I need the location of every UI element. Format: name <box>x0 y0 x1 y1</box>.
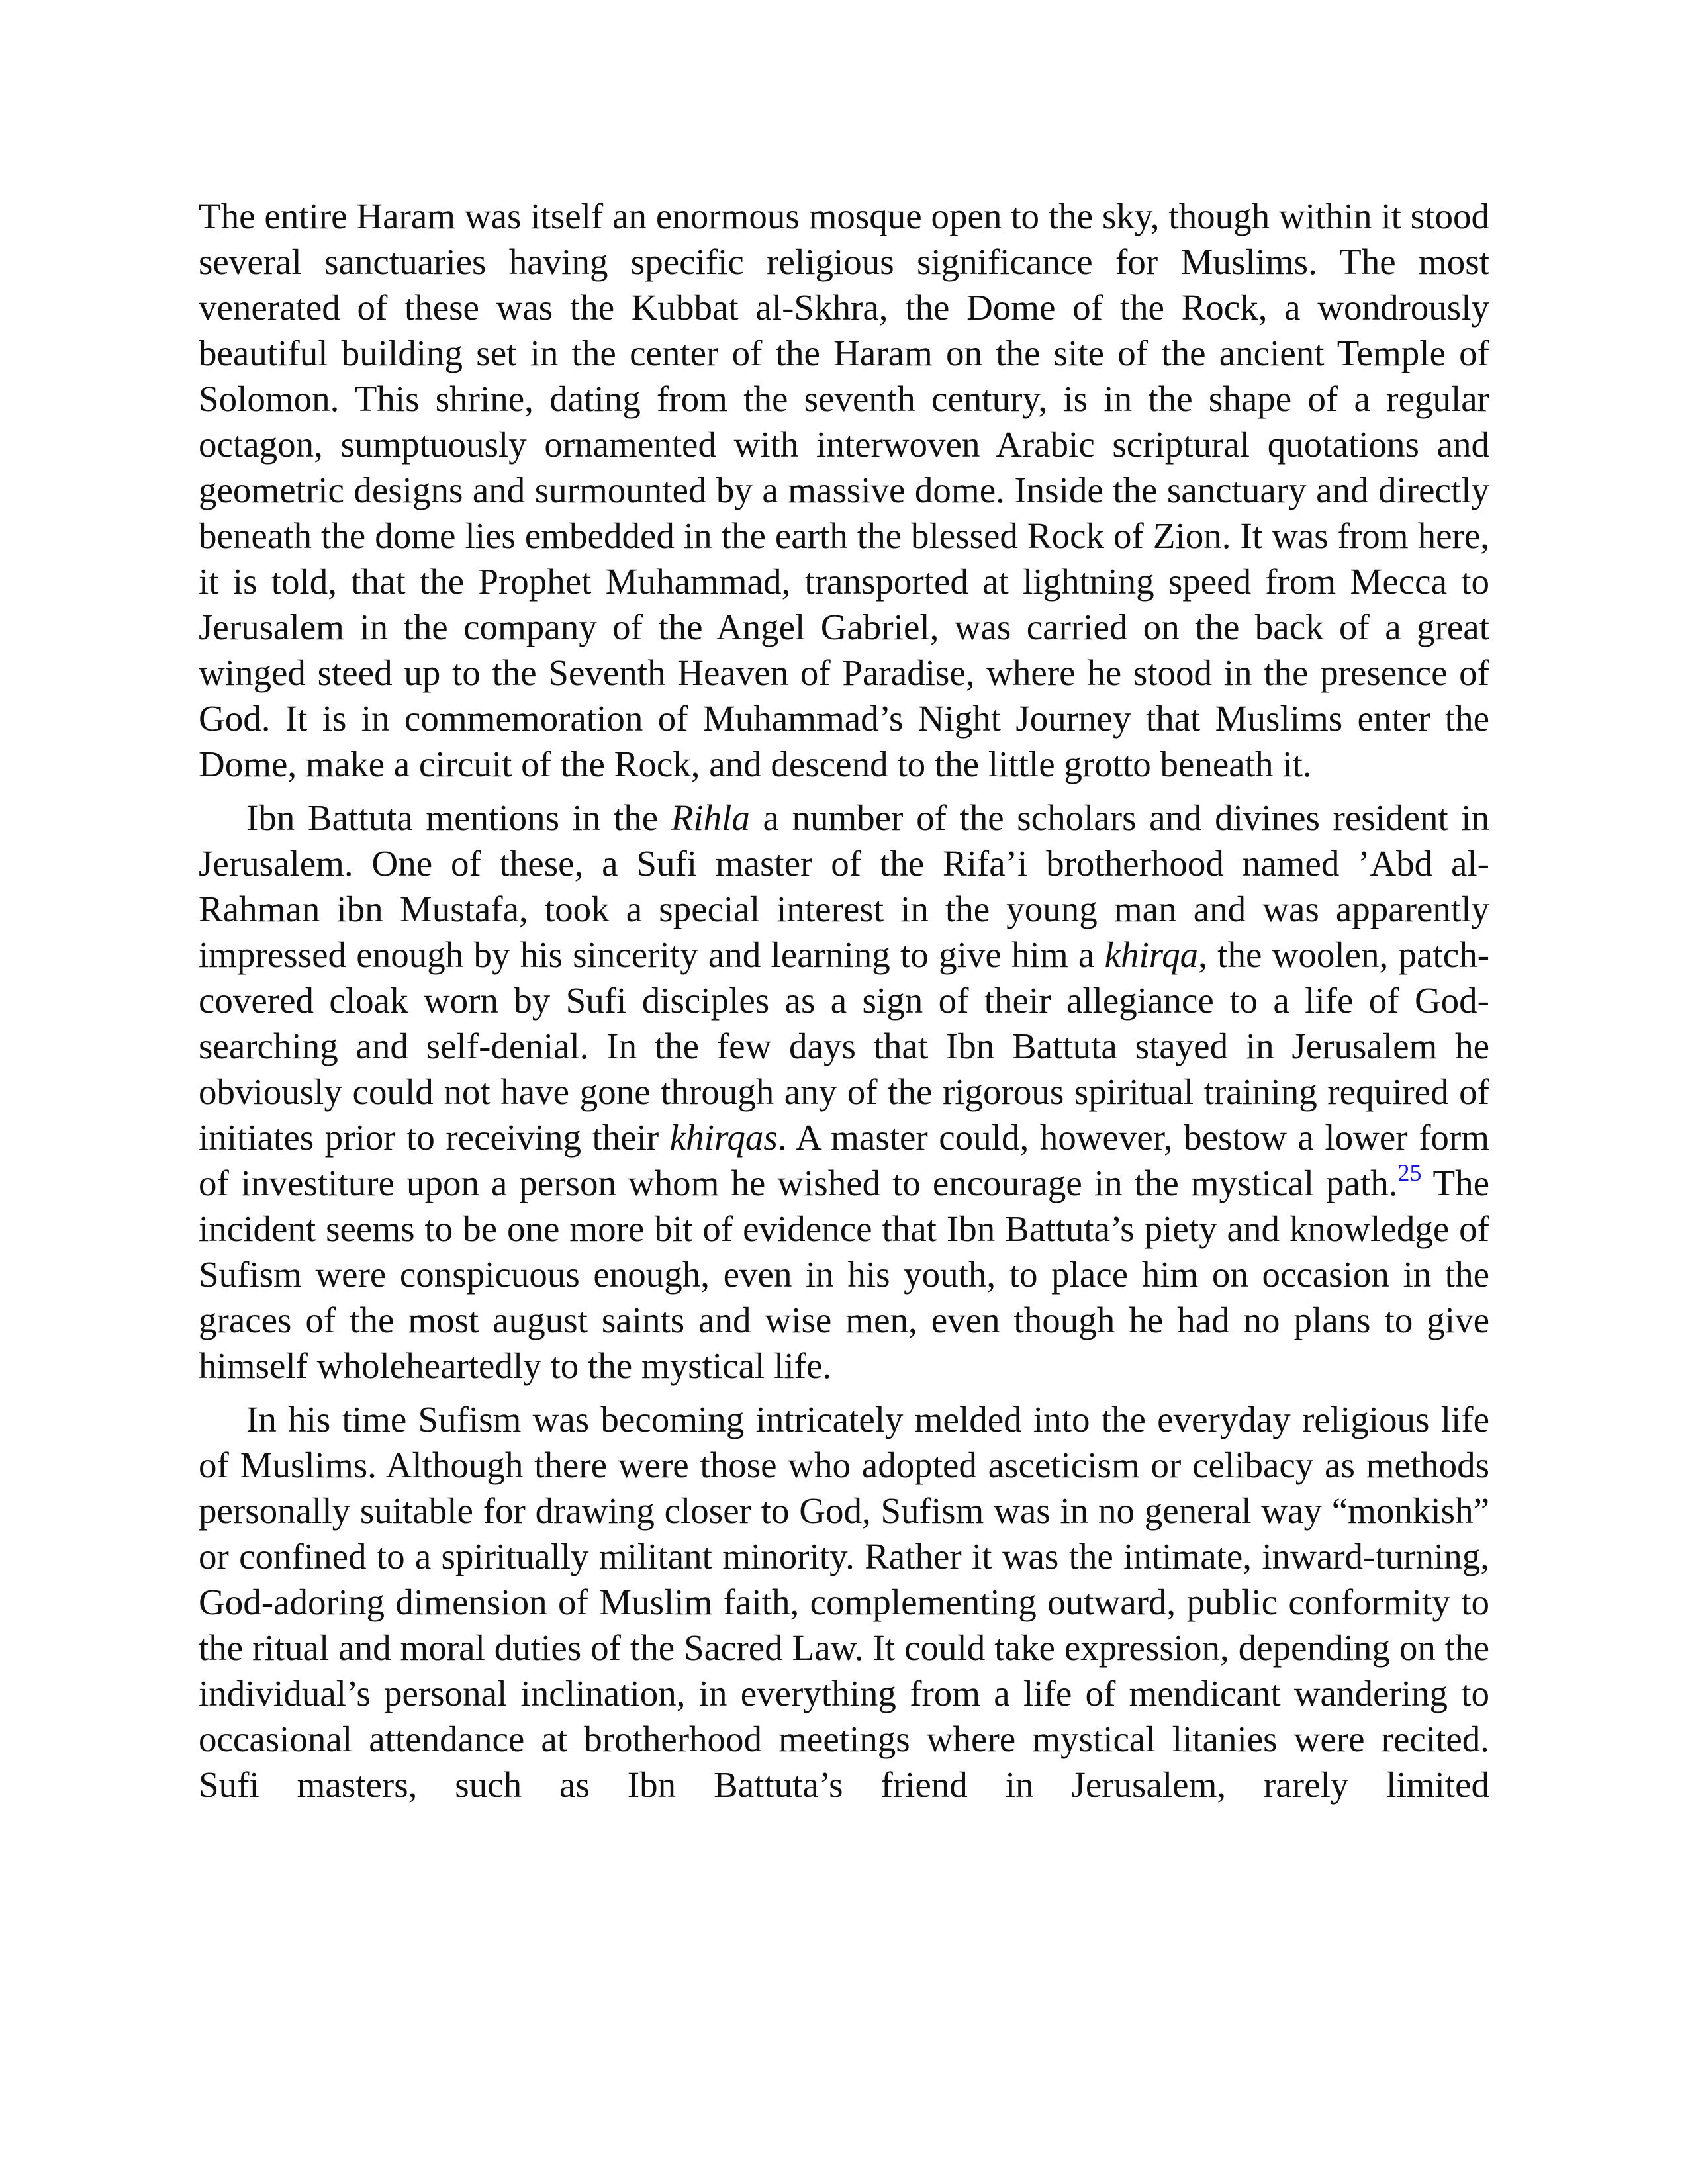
rihla-title: Rihla <box>671 797 750 838</box>
paragraph-khirqa-text-4: . A master could, however, bestow a lower form of investiture upon a person whom he wished to encourage in the mystical path. <box>199 1117 1490 1203</box>
paragraph-khirqa-text-3: , the woolen, patch-covered cloak worn by Sufi disciples as a sign of their allegiance to a life of God-searching and self-denial. In the few days that Ibn Battuta stayed in Jerusalem he obviously could not have gone through any of the rigorous spiritual training required of initiates prior to receiving their <box>199 934 1490 1158</box>
paragraph-khirqa-text-5: The incident seems to be one more bit of evidence that Ibn Battuta’s piety and knowledge of Sufism were conspicuous enough, even in his youth, to place him on occasion in the graces of the most august saints and wise men, even though he had no plans to give himself wholeheartedly to the mystical life. <box>199 1163 1489 1386</box>
paragraph-khirqa-text-1: Ibn Battuta mentions in the <box>246 797 671 838</box>
khirqa-term: khirqa <box>1104 934 1199 975</box>
footnote-link[interactable]: 25 <box>1397 1160 1422 1186</box>
paragraph-khirqa <box>199 795 1489 1388</box>
page-body <box>199 193 1489 1815</box>
paragraph-sufism: In his time Sufism was becoming intricately melded into the everyday religious life of Muslims. Although there were those who adopted asceticism or celibacy as methods personally suitable for drawing closer to God, Sufism was in no general way “monkish” or confined to a spiritually militant minority. Rather it was the intimate, inward-turning, God-adoring dimension of Muslim faith, complementing outward, public conformity to the ritual and moral duties of the Sacred Law. It could take expression, depending on the individual’s personal inclination, in everything from a life of mendicant wandering to occasional attendance at brotherhood meetings where mystical litanies were recited. Sufi masters, such as Ibn Battuta’s friend in Jerusalem, rarely limited <box>199 1399 1489 1805</box>
khirqas-term: khirqas <box>669 1117 778 1158</box>
paragraph-khirqa-text-2: a number of the scholars and divines resident in Jerusalem. One of these, a Sufi master of the Rifa’i brotherhood named ’Abd al-Rahman ibn Mustafa, took a special interest in the young man and was apparently impressed enough by his sincerity and learning to give him a <box>199 797 1490 975</box>
paragraph-haram: The entire Haram was itself an enormous mosque open to the sky, though within it stood several sanctuaries having specific religious significance for Muslims. The most venerated of these was the Kubbat al-Skhra, the Dome of the Rock, a wondrously beautiful building set in the center of the Haram on the site of the ancient Temple of Solomon. This shrine, dating from the seventh century, is in the shape of a regular octagon, sumptuously ornamented with interwoven Arabic scriptural quotations and geometric designs and surmounted by a massive dome. Inside the sanctuary and directly beneath the dome lies embedded in the earth the blessed Rock of Zion. It was from here, it is told, that the Prophet Muhammad, transported at lightning speed from Mecca to Jerusalem in the company of the Angel Gabriel, was carried on the back of a great winged steed up to the Seventh Heaven of Paradise, where he stood in the presence of God. It is in commemoration of Muhammad’s Night Journey that Muslims enter the Dome, make a circuit of the Rock, and descend to the little grotto beneath it. <box>199 196 1489 784</box>
